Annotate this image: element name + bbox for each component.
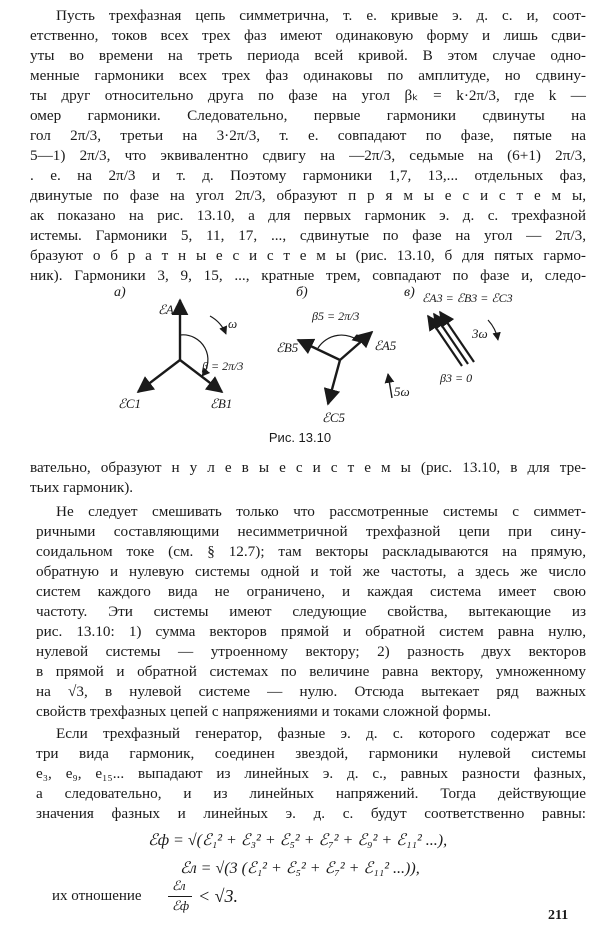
text-line: ак показано на рис. 13.10, а для первых гармоник э. д. с. трехфазной (30, 207, 586, 224)
label-eb1: ℰB1 (210, 396, 233, 411)
text-line: в прямой и обратной системах по величине равна вектору, умноженному (36, 663, 586, 680)
rotation-arrow-c (488, 320, 498, 340)
text-line: значения фазных и линейных э. д. с. будут соответственно равны: (36, 805, 586, 822)
text-line: ник). Гармоники 3, 9, 15, ..., кратные трем, совпадают по фазе и, следо- (30, 267, 586, 284)
text-line: уты во времени на треть периода всей кривой. В этом случае одно- (30, 47, 586, 64)
text-line: соидальном токе (см. § 12.7); там векторы раскладываются на прямую, (36, 543, 586, 560)
vector-eb5 (298, 340, 340, 360)
label-ea1: ℰA1 (158, 302, 181, 317)
formula-line-emf: ℰл = √(3 (ℰ₁² + ℰ₅² + ℰ₇² + ℰ₁₁² ...)), (180, 860, 420, 877)
text-line: бразуют о б р а т н ы е с и с т е м ы (рис. 13.10, б для пятых гармо- (30, 247, 586, 264)
label-omega-a: ω (228, 316, 238, 331)
text-line: рис. 13.10: 1) сумма векторов прямой и обратной систем равна нулю, (36, 623, 586, 640)
label-a: а) (114, 285, 126, 300)
phasor-diagram (110, 280, 590, 450)
rotation-arrow-b (388, 374, 392, 398)
vector-ea5 (340, 332, 372, 360)
label-ec1: ℰC1 (118, 396, 142, 411)
angle-arc-b (318, 335, 360, 348)
text-line: нулевой системы — утроенному вектору; 2) разность двух векторов (36, 643, 586, 660)
text-line: менные гармоники всех трех фаз одинаковы по амплитуде, но сдвину- (30, 67, 586, 84)
text-line: частоту. Эти системы имеют следующие свойства, вытекающие из (36, 603, 586, 620)
formula-phase-emf: ℰф = √(ℰ₁² + ℰ₃² + ℰ₅² + ℰ₇² + ℰ₉² + ℰ₁₁² ...), (148, 832, 448, 849)
fraction-bar (168, 896, 192, 897)
text-line: свойств трехфазных цепей с напряжениями и токами сложной формы. (36, 703, 492, 720)
label-ec5: ℰC5 (322, 410, 346, 425)
label-ea5: ℰA5 (374, 338, 397, 353)
vector-ec5 (328, 360, 340, 404)
label-beta-a: β = 2π/3 (202, 359, 244, 373)
figure-caption: Рис. 13.10 (268, 430, 332, 445)
ratio-denominator: ℰф (172, 898, 190, 913)
figure-13-10 (110, 280, 590, 450)
text-line: обратную и нулевую системы одной и той же частоты, а здесь же число (36, 563, 586, 580)
label-omega-b: 5ω (394, 384, 410, 399)
text-line: 5—1) 2π/3, что эквивалентно сдвигу на —2π/3, седьмые на (6+1) 2π/3, (30, 147, 586, 164)
label-e3: ℰA3 = ℰB3 = ℰC3 (422, 291, 513, 305)
vector-ea3 (428, 316, 462, 366)
text-line: ты друг относительно друга по фазе на угол βₖ = k·2π/3, где k — (30, 87, 586, 104)
text-line: а следовательно, и из линейных напряжений. Тогда действующие (36, 785, 586, 802)
text-line: три вида гармоник, соединен звездой, гармоники нулевой системы (36, 745, 586, 762)
text-line: вательно, образуют н у л е в ы е с и с т е м ы (рис. 13.10, в для тре- (30, 459, 586, 476)
rotation-arrow-a (210, 316, 226, 334)
text-line: етственно, токов всех трех фаз имеют одинаковую форму и лишь сдви- (30, 27, 586, 44)
label-beta-b: β5 = 2π/3 (312, 309, 360, 323)
text-line: систем каждого вида не ограничено, и каждая система имеет свою (36, 583, 586, 600)
page-number: 211 (548, 908, 569, 923)
text-line: тьих гармоник). (30, 479, 134, 496)
text-line: Если трехфазный генератор, фазные э. д. с. которого содержат все (56, 725, 586, 742)
ratio-numerator: ℰл (172, 878, 186, 893)
label-omega-c: 3ω (472, 326, 488, 341)
vector-ec3 (440, 312, 474, 362)
ratio-suffix: < √3. (198, 886, 239, 906)
text-line: истемы. Гармоники 5, 11, 17, ..., сдвинутые по фазе на угол — 2π/3, (30, 227, 586, 244)
vector-eb3 (434, 314, 468, 364)
text-line: двинутые по фазе на угол 2π/3, образуют п р я м ы е с и с т е м ы, (30, 187, 586, 204)
text-line: Пусть трехфазная цепь симметрична, т. е. кривые э. д. с. и, соот- (56, 7, 586, 24)
vector-ec1 (138, 360, 180, 392)
text-line: . е. на 2π/3 и т. д. Поэтому гармоники 1,7, 13,... отдельных фаз, (30, 167, 586, 184)
text-line: омер гармоники. Следовательно, первые гармоники сдвинуты на (30, 107, 586, 124)
text-line: гол 2π/3, третьи на 3·2π/3, т. е. совпадают по фазе, пятые на (30, 127, 586, 144)
label-beta-c: β3 = 0 (440, 371, 473, 385)
text-line: ричными составляющими несимметричной трехфазной цепи при сину- (36, 523, 586, 540)
label-eb5: ℰB5 (276, 340, 299, 355)
text-line: на √3, в нулевой системе — нулю. Отсюда вытекает ряд важных (36, 683, 586, 700)
label-c: в) (404, 285, 415, 300)
label-b: б) (296, 285, 308, 300)
text-line: e₃, e₉, e₁₅... выпадают из линейных э. д. с., равных разности фазных, (36, 765, 586, 782)
text-line: Не следует смешивать только что рассмотренные системы с симмет- (56, 503, 586, 520)
ratio-prefix: их отношение (52, 888, 142, 904)
